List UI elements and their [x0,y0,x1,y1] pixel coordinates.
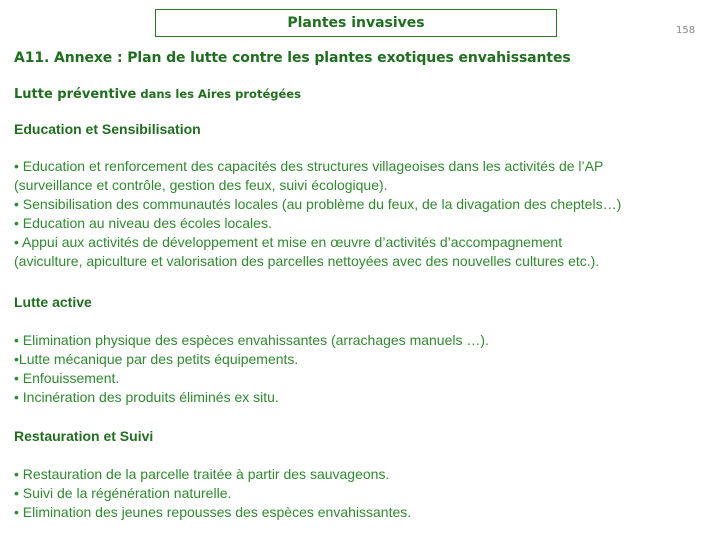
list-item: • Enfouissement. [14,370,120,386]
subtitle [14,83,301,102]
header-title: Plantes invasives [287,15,425,31]
subtitle-strong: Lutte préventive [14,87,137,102]
list-item: • Education et renforcement des capacités des structures villageoises dans les activités de l’AP [14,158,604,174]
list-item: (aviculture, apiculture et valorisation des parcelles nettoyées avec des nouvelles cultures etc.). [14,253,600,269]
list-item: • Elimination physique des espèces envahissantes (arrachages manuels …). [14,332,489,348]
header-title-box [155,9,557,37]
section-list-education [14,157,621,271]
list-item: • Elimination des jeunes repousses des espèces envahissantes. [14,504,412,520]
section-list-lutte-active [14,331,489,407]
list-item: • Appui aux activités de développement et mise en œuvre d’activités d’accompagnement [14,234,563,250]
subtitle-rest: dans les Aires protégées [136,87,301,101]
list-item: • Sensibilisation des communautés locales (au problème du feux, de la divagation des cheptels…) [14,196,622,212]
list-item: • Suivi de la régénération naturelle. [14,485,232,501]
list-item: • Restauration de la parcelle traitée à partir des sauvageons. [14,466,390,482]
list-item: • Incinération des produits éliminés ex situ. [14,389,279,405]
section-heading-restauration: Restauration et Suivi [14,428,154,444]
list-item: (surveillance et contrôle, gestion des feux, suivi écologique). [14,177,388,193]
page-number: 158 [676,25,696,36]
list-item: •Lutte mécanique par des petits équipements. [14,351,299,367]
section-heading-education: Education et Sensibilisation [14,121,201,137]
section-heading-lutte-active: Lutte active [14,294,92,310]
section-list-restauration [14,465,411,522]
annex-title: A11. Annexe : Plan de lutte contre les plantes exotiques envahissantes [14,50,571,66]
list-item: • Education au niveau des écoles locales. [14,215,272,231]
